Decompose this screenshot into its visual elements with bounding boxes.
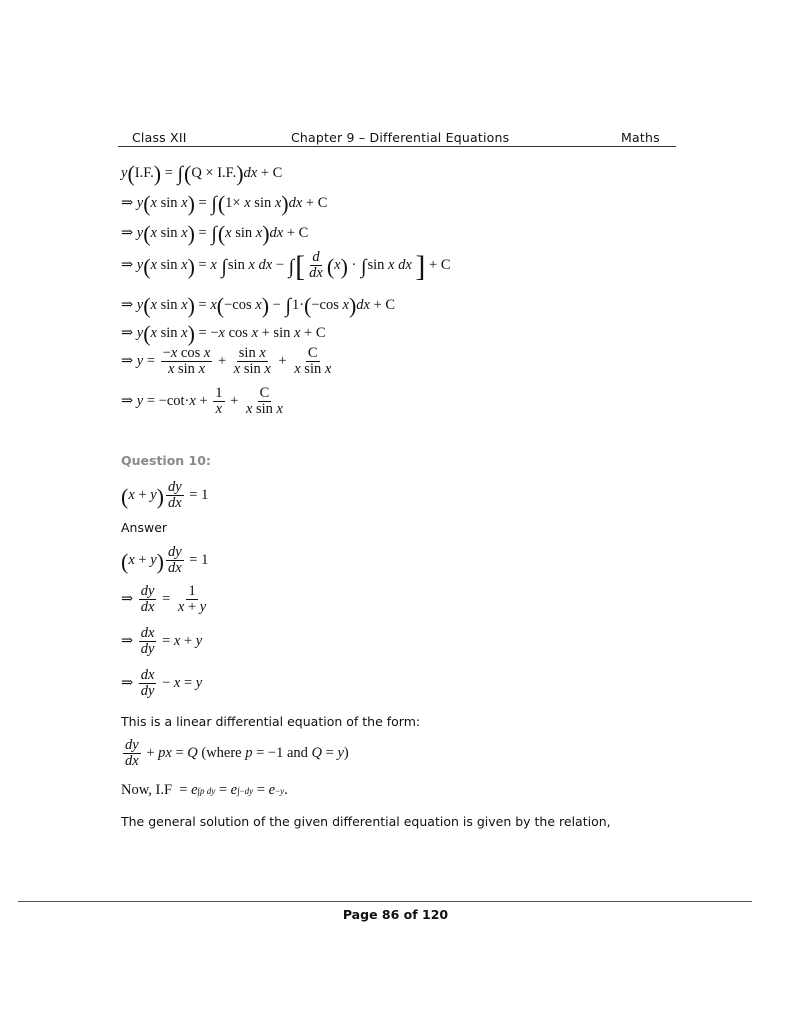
answer-label: Answer xyxy=(121,520,168,535)
question-label: Question 10: xyxy=(121,453,211,468)
header-chapter: Chapter 9 – Differential Equations xyxy=(291,130,510,145)
equation-line: ⇒ y = −cot· x + $\frac{1}{x}$ + $\frac{C}{\text{x sin x}}$ xyxy=(121,385,283,418)
equation-line: ⇒ y ( x sin x ) = ∫ ( x sin x ) dx + C xyxy=(121,221,309,246)
equation-line: ⇒ y ( x sin x ) = − x cos x + sin x + C xyxy=(121,321,326,346)
question-equation: ( x + y ) $\frac{dy}{dx}$ = 1 xyxy=(121,479,209,512)
equation-line: y ( I.F. ) = ∫ ( Q × I.F. ) dx + C xyxy=(121,161,283,186)
header-subject: Maths xyxy=(621,130,660,145)
equation-line: ⇒ y ( x sin x ) = ∫ ( 1× x sin x ) dx + C xyxy=(121,191,328,216)
general-solution-text: The general solution of the given differential equation is given by the relation, xyxy=(121,814,611,829)
answer-step: ( x + y ) $\frac{dy}{dx}$ = 1 xyxy=(121,544,209,577)
equation-line: ⇒ y ( x sin x ) = x ( −cos x ) − ∫ 1· ( −cos x ) dx + C xyxy=(121,293,396,318)
page-number: Page 86 of 120 xyxy=(342,907,449,922)
integrating-factor-line: Now, I.F = e ∫p dy = e ∫−dy = e −y . xyxy=(121,782,288,798)
linear-form-equation: $\frac{dy}{dx}$ + px = Q (where p = −1 and Q = y ) xyxy=(125,737,349,770)
footer-rule xyxy=(18,901,752,902)
answer-step: ⇒ $\frac{dx}{dy}$ = x + y xyxy=(121,625,203,658)
header-class: Class XII xyxy=(132,130,187,145)
answer-step: ⇒ $\frac{dy}{dx}$ = $\frac{1}{x + y}$ xyxy=(121,583,207,616)
answer-step: ⇒ $\frac{dx}{dy}$ − x = y xyxy=(121,667,203,700)
header-rule xyxy=(118,146,676,147)
equation-line: ⇒ y ( x sin x ) = x ∫ sin x dx − ∫ [ $\frac{d}{dx}$ ( x ) · ∫ sin x dx ] + C xyxy=(121,249,451,283)
linear-form-text: This is a linear differential equation of the form: xyxy=(121,714,421,729)
equation-line: ⇒ y = $\frac{\text{−x cos x}}{\text{x sin x}}$ + $\frac{\text{sin x}}{\text{x sin x}}$ + $\frac{C}{\text{x sin x}}$ xyxy=(121,345,332,378)
